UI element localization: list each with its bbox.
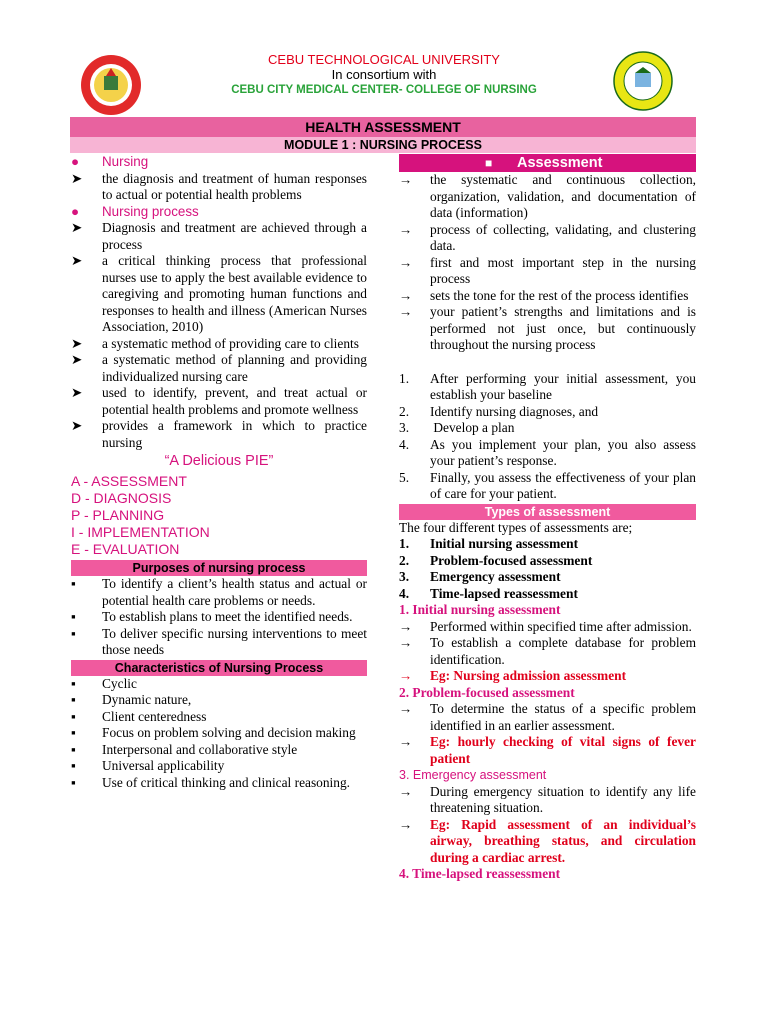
types-intro: The four different types of assessments are; [399,519,633,535]
pie-item: A - ASSESSMENT [71,473,187,489]
college-name: CEBU CITY MEDICAL CENTER- COLLEGE OF NURSING [231,84,537,96]
square-bullet-icon: ▪ [71,774,76,790]
step-item: 5. Finally, you assess the effectiveness of your plan of care for your patient. [399,469,696,501]
pie-item: E - EVALUATION [71,541,180,557]
list-item: → During emergency situation to identify any life threatening situation. [399,783,696,815]
list-item: ▪ Cyclic [71,675,137,691]
square-bullet-icon: ▪ [71,758,76,773]
assessment-heading: ■ Assessment [399,154,696,172]
arrow-bullet-icon: ➤ [71,418,83,433]
type-item: 2. Problem-focused assessment [399,552,593,568]
right-arrow-icon: → [399,668,413,683]
list-item: ▪ To identify a client’s health status and actual or potential health care problems or needs. [71,576,367,608]
pie-title: “A Delicious PIE” [164,453,274,469]
square-bullet-icon: ▪ [71,675,76,691]
list-item: ▪ To establish plans to meet the identified needs. [71,609,353,624]
example-item: → Eg: hourly checking of vital signs of fever patient [399,734,696,766]
list-item: → Performed within specified time after admission. [399,618,692,634]
arrow-bullet-icon: ➤ [71,253,83,268]
characteristics-heading: Characteristics of Nursing Process [71,660,367,676]
list-item: ▪ Client centeredness [71,708,207,724]
type-item: 4. Time-lapsed reassessment [399,585,578,601]
right-arrow-icon: → [399,734,413,749]
right-arrow-icon: → [399,701,413,716]
right-arrow-icon: → [399,172,413,187]
nursing-heading: ● Nursing [71,154,149,169]
consortium-text: In consortium with [331,67,437,82]
right-arrow-icon: → [399,254,413,270]
right-arrow-icon: → [399,783,413,799]
university-name: CEBU TECHNOLOGICAL UNIVERSITY [268,52,500,67]
time-lapsed-heading: 4. Time-lapsed reassessment [399,866,561,881]
page-title: HEALTH ASSESSMENT [70,117,696,137]
list-item: ➤ the diagnosis and treatment of human responses to actual or potential health problems [71,170,367,202]
emergency-heading: 3. Emergency assessment [399,768,547,782]
module-title: MODULE 1 : NURSING PROCESS [70,137,696,153]
list-item: ▪ To deliver specific nursing interventions to meet those needs [71,625,367,657]
right-arrow-icon: → [399,816,413,832]
list-item: ▪ Dynamic nature, [71,692,192,707]
type-item: 3. Emergency assessment [399,569,561,584]
list-item: ➤ a systematic method of planning and providing individualized nursing care [71,352,367,384]
pie-item: I - IMPLEMENTATION [71,524,210,540]
initial-assessment-heading: 1. Initial nursing assessment [399,602,561,617]
list-item: ➤ provides a framework in which to practice nursing [71,418,367,450]
list-item: ➤ a systematic method of providing care to clients [71,335,359,351]
types-heading: Types of assessment [399,504,696,520]
purposes-heading: Purposes of nursing process [71,560,367,576]
example-item: → Eg: Nursing admission assessment [399,668,627,683]
arrow-bullet-icon: ➤ [71,170,83,186]
problem-focused-heading: 2. Problem-focused assessment [399,684,575,700]
arrow-bullet-icon: ➤ [71,335,83,351]
arrow-bullet-icon: ➤ [71,385,83,400]
example-item: → Eg: Rapid assessment of an individual’s airway, breathing status, and circulation during a cardiac arrest. [399,816,696,865]
right-arrow-icon: → [399,635,413,650]
list-item: → first and most important step in the nursing process [399,254,696,286]
list-item: → sets the tone for the rest of the process identifies [399,287,689,303]
list-item: ▪ Universal applicability [71,758,225,773]
square-bullet-icon: ■ [485,156,493,170]
square-bullet-icon: ▪ [71,741,76,757]
pie-item: D - DIAGNOSIS [71,490,172,506]
step-item: 2. Identify nursing diagnoses, and [399,403,599,419]
right-arrow-icon: → [399,618,413,634]
list-item: ➤ a critical thinking process that professional nurses use to apply the best available evidence to caregiving and promoting human functions and responses to health and illness (American Nurses Association, 2010) [71,253,367,334]
right-arrow-icon: → [399,304,413,319]
list-item: ▪ Focus on problem solving and decision making [71,725,356,740]
bullet-icon: ● [71,203,80,219]
nursing-process-heading: ● Nursing process [71,203,199,219]
right-arrow-icon: → [399,287,413,303]
left-column [71,154,367,791]
list-item: → To determine the status of a specific problem identified in an earlier assessment. [399,701,696,733]
list-item: → process of collecting, validating, and clustering data. [399,221,696,253]
list-item: ➤ used to identify, prevent, and treat actual or potential health problems and promote wellness [71,385,367,417]
step-item: 4. As you implement your plan, you also assess your patient’s response. [399,436,696,468]
square-bullet-icon: ▪ [71,625,76,641]
square-bullet-icon: ▪ [71,692,76,707]
arrow-bullet-icon: ➤ [71,352,83,367]
bullet-icon: ● [71,154,80,169]
pie-item: P - PLANNING [71,507,165,523]
square-bullet-icon: ▪ [71,576,76,591]
square-bullet-icon: ▪ [71,708,76,724]
step-item: 1. After performing your initial assessment, you establish your baseline [399,370,696,402]
type-item: 1. Initial nursing assessment [399,536,579,551]
step-item: 3. Develop a plan [399,420,515,435]
arrow-bullet-icon: ➤ [71,220,83,235]
right-arrow-icon: → [399,221,413,237]
list-item: ▪ Use of critical thinking and clinical reasoning. [71,774,351,790]
right-column [399,154,696,883]
list-item: → To establish a complete database for problem identification. [399,635,696,667]
list-item: → the systematic and continuous collection, organization, validation, and documentation of data (information) [399,172,696,220]
square-bullet-icon: ▪ [71,609,76,624]
list-item: ➤ Diagnosis and treatment are achieved through a process [71,220,367,252]
list-item: ▪ Interpersonal and collaborative style [71,741,298,757]
square-bullet-icon: ▪ [71,725,76,740]
list-item: → your patient’s strengths and limitations and is performed not just once, but continuously throughout the nursing process [399,304,696,352]
